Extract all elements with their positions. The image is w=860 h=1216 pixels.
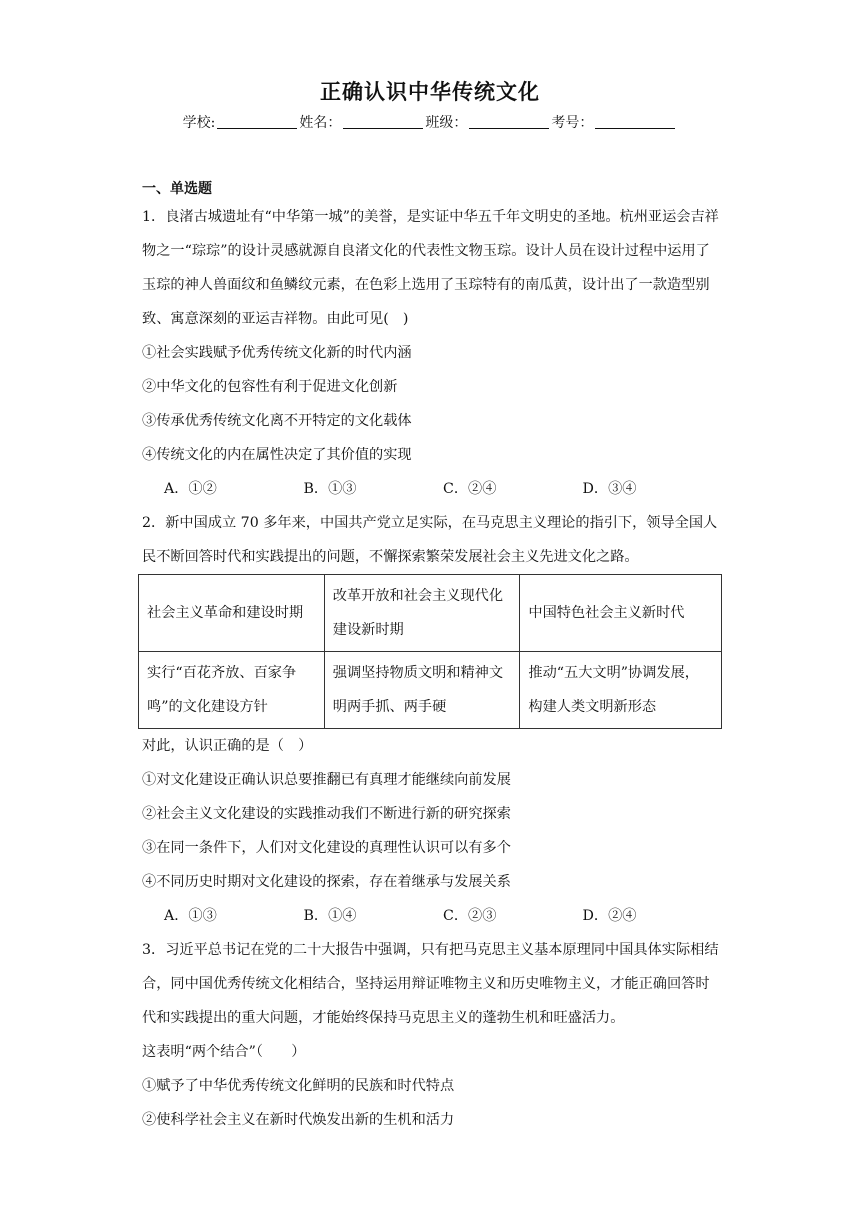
exam-number-field[interactable] (595, 114, 675, 129)
statement: ④传统文化的内在属性决定了其价值的实现 (142, 447, 412, 463)
table-cell: 社会主义革命和建设时期 (139, 575, 325, 652)
question-stem: 1．良渚古城遗址有“中华第一城”的美誉，是实证中华五千年文明史的圣地。杭州亚运会吉祥物之一“琮琮”的设计灵感就源自良渚文化的代表性文物玉琮。设计人员在设计过程中运用了玉琮的神人兽面纹和鱼鳞纹元素，在色彩上选用了玉琮特有的南瓜黄，设计出了一款造型别致、寓意深刻的亚运吉祥物。由此可见( ) (142, 209, 719, 327)
table-cell: 实行“百花齐放、百家争鸣”的文化建设方针 (139, 652, 325, 729)
name-label: 姓名： (299, 115, 342, 131)
choice-c[interactable]: C．②③ (443, 908, 497, 924)
exam-number-label: 考号： (551, 115, 594, 131)
statement: ①赋予了中华优秀传统文化鲜明的民族和时代特点 (142, 1078, 455, 1094)
choice-d[interactable]: D．③④ (582, 481, 637, 497)
table-row (139, 575, 722, 652)
page-title: 正确认识中华传统文化 (320, 80, 540, 104)
table-cell: 中国特色社会主义新时代 (520, 575, 722, 652)
statement: ③在同一条件下，人们对文化建设的真理性认识可以有多个 (142, 840, 511, 856)
statement: ②使科学社会主义在新时代焕发出新的生机和活力 (142, 1112, 455, 1128)
answer-choices (142, 899, 722, 933)
question-prompt: 这表明“两个结合”（ ） (142, 1044, 306, 1060)
table-row (139, 652, 722, 729)
student-info-line (0, 112, 860, 132)
statement: ②中华文化的包容性有利于促进文化创新 (142, 379, 398, 395)
name-field[interactable] (343, 114, 423, 129)
question-content (142, 178, 722, 1137)
choice-b[interactable]: B．①③ (303, 481, 357, 497)
period-table (138, 574, 722, 729)
school-field[interactable] (217, 114, 297, 129)
answer-choices (142, 472, 722, 506)
section-title: 一、单选题 (142, 181, 212, 197)
statement: ①社会实践赋予优秀传统文化新的时代内涵 (142, 345, 412, 361)
choice-c[interactable]: C．②④ (443, 481, 497, 497)
question-3 (142, 933, 722, 1137)
table-cell: 强调坚持物质文明和精神文明两手抓、两手硬 (324, 652, 520, 729)
table-cell: 改革开放和社会主义现代化建设新时期 (324, 575, 520, 652)
statement: ④不同历史时期对文化建设的探索，存在着继承与发展关系 (142, 874, 511, 890)
question-prompt: 对此，认识正确的是（ ） (142, 738, 313, 754)
choice-b[interactable]: B．①④ (303, 908, 357, 924)
table-cell: 推动“五大文明”协调发展，构建人类文明新形态 (520, 652, 722, 729)
class-field[interactable] (469, 114, 549, 129)
question-1 (142, 200, 722, 506)
question-stem: 2．新中国成立 70 多年来，中国共产党立足实际，在马克思主义理论的指引下，领导全国人民不断回答时代和实践提出的问题，不懈探索繁荣发展社会主义先进文化之路。 (142, 515, 718, 565)
choice-d[interactable]: D．②④ (582, 908, 637, 924)
question-stem: 3．习近平总书记在党的二十大报告中强调，只有把马克思主义基本原理同中国具体实际相结合，同中国优秀传统文化相结合，坚持运用辩证唯物主义和历史唯物主义，才能正确回答时代和实践提出的重大问题，才能始终保持马克思主义的蓬勃生机和旺盛活力。 (142, 942, 719, 1026)
school-label: 学校: (182, 115, 216, 131)
statement: ③传承优秀传统文化离不开特定的文化载体 (142, 413, 412, 429)
question-2 (142, 506, 722, 933)
choice-a[interactable]: A．①③ (164, 908, 217, 924)
statement: ②社会主义文化建设的实践推动我们不断进行新的研究探索 (142, 806, 511, 822)
statement: ①对文化建设正确认识总要推翻已有真理才能继续向前发展 (142, 772, 511, 788)
class-label: 班级： (425, 115, 468, 131)
choice-a[interactable]: A．①② (164, 481, 217, 497)
